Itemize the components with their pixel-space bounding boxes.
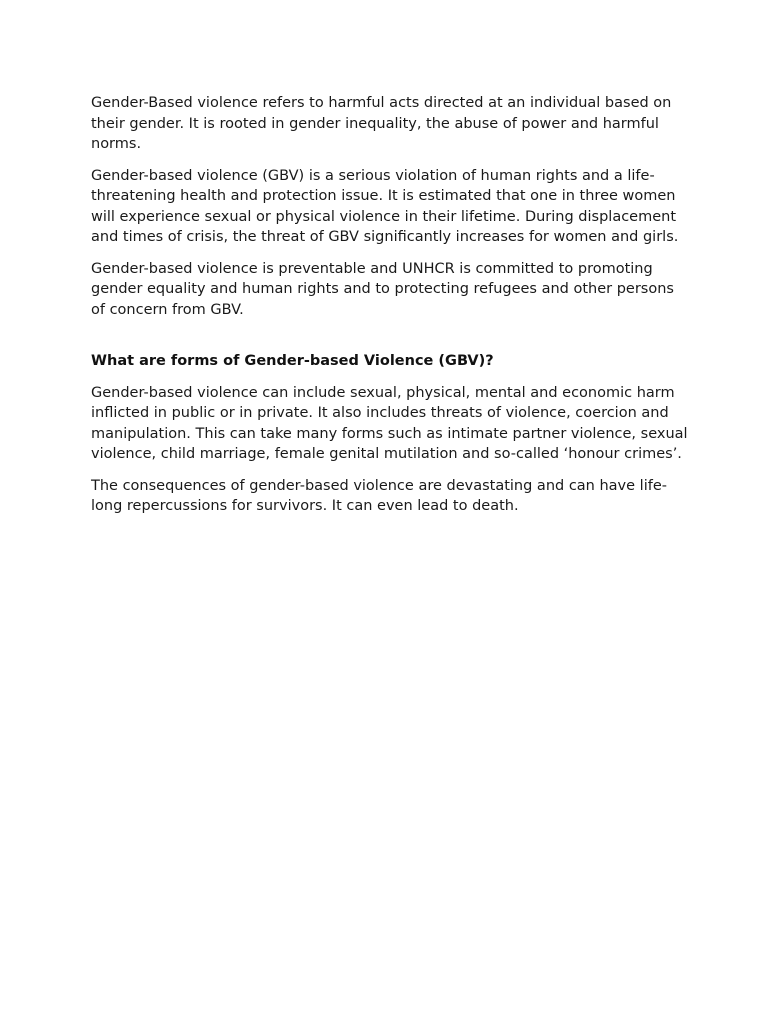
intro-paragraph-3: Gender-based violence is preventable and UNHCR is committed to promoting gender equality and human rights and to protecting refugees and other persons of concern from GBV. xyxy=(91,260,674,318)
intro-paragraph-1: Gender-Based violence refers to harmful acts directed at an individual based on their gender. It is rooted in gender inequality, the abuse of power and harmful norms. xyxy=(91,95,672,152)
section-paragraph-2: The consequences of gender-based violence are devastating and can have life-long repercussions for survivors. It can even lead to death. xyxy=(91,477,667,514)
section-paragraph-1: Gender-based violence can include sexual, physical, mental and economic harm inflicted in public or in private. It also includes threats of violence, coercion and manipulation. This can take many forms such as intimate partner violence, sexual violence, child marriage, female genital mutilation and so-called ‘honour crimes’. xyxy=(91,384,688,462)
intro-paragraph-2: Gender-based violence (GBV) is a serious violation of human rights and a life-threatening health and protection issue. It is estimated that one in three women will experience sexual or physical violence in their lifetime. During displacement and times of crisis, the threat of GBV significantly increases for women and girls. xyxy=(91,167,679,245)
section-spacer xyxy=(91,331,691,351)
document-body xyxy=(91,93,691,528)
section-heading: What are forms of Gender-based Violence (GBV)? xyxy=(91,353,494,369)
